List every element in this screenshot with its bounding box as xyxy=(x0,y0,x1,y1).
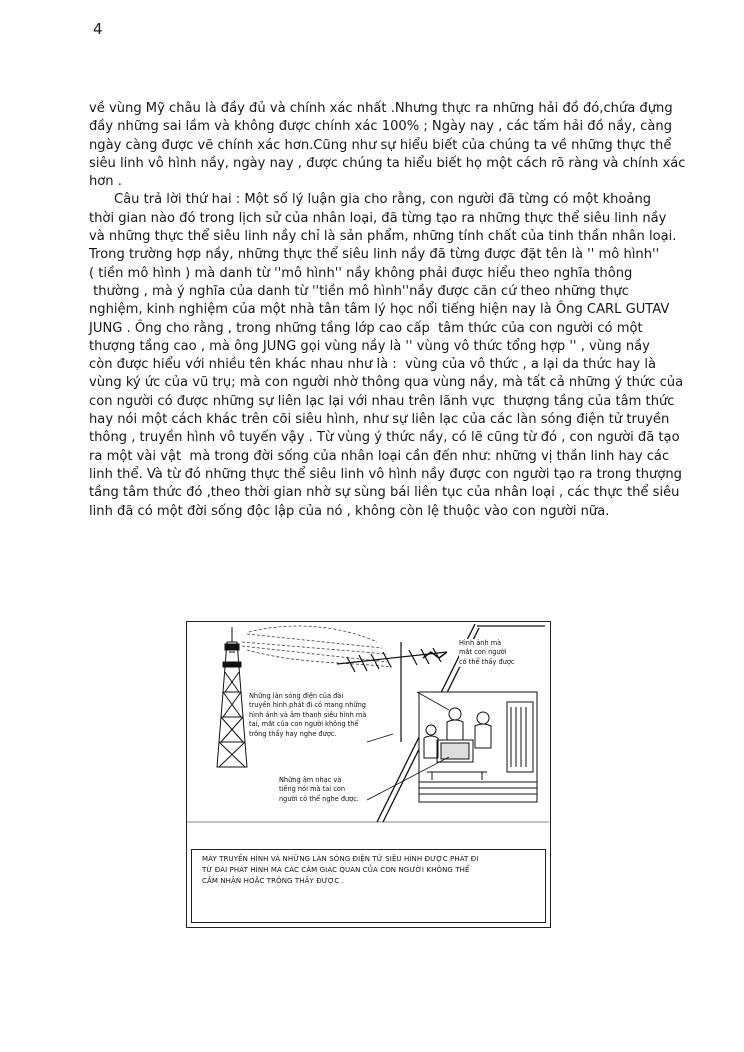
text-line: vùng ký ức của vũ trụ; mà con người nhờ thông qua vùng nầy, mà tất cả những ý thức của xyxy=(89,375,684,391)
figure-caption xyxy=(191,849,546,923)
text-line: hơn . xyxy=(89,174,122,190)
text-line: con người có được những sự liên lạc lại với nhau trên lãnh vực thượng tầng của tâm thức xyxy=(89,393,675,409)
text-line: nghiệm, kinh nghiệm của một nhà tân tâm lý học nổi tiếng hiện nay là Ông CARL GUTAV xyxy=(89,302,670,318)
room-interior-icon xyxy=(419,692,537,802)
text-line: thượng tầng cao , mà ông JUNG gọi vùng nầy là '' vùng vô thức tổng hợp '' , vùng nầy xyxy=(89,338,650,354)
text-line: Trong trường hợp nầy, những thực thể siêu linh nầy đã từng được đặt tên là '' mô hình'' xyxy=(89,247,660,263)
caption-line: MÁY TRUYỀN HÌNH VÀ NHỮNG LÀN SÓNG ĐIỆN TỬ SIÊU HÌNH ĐƯỢC PHÁT ĐI xyxy=(202,855,479,863)
text-line: về vùng Mỹ châu là đầy đủ và chính xác nhất .Nhưng thực ra những hải đồ đó,chứa đựng xyxy=(89,101,673,116)
text-line: linh đã có một đời sống độc lập của nó , không còn lệ thuộc vào con người nữa. xyxy=(89,503,610,519)
caption-line: TỪ ĐÀI PHÁT HÌNH MÀ CÁC CẢM GIÁC QUAN CỦA CON NGƯỜI KHÔNG THỂ xyxy=(202,866,470,874)
text-line: linh thể. Và từ đó những thực thể siêu linh vô hình nầy được con người tạo ra trong thượng xyxy=(89,466,682,482)
text-line: tầng tâm thức đó ,theo thời gian nhờ sự sùng bái liên tục của nhân loại , các thực thể siêu xyxy=(89,485,680,501)
caption-line: CẢM NHẬN HOẶC TRÔNG THẤY ĐƯỢC . xyxy=(202,877,344,885)
text-line: thường , mà ý nghĩa của danh từ ''tiền mô hình''nầy được căn cứ theo những thực xyxy=(89,283,629,299)
text-line: siêu linh vô hình nầy, ngày nay , được chúng ta hiểu biết họ một cách rõ ràng và chính xác xyxy=(89,155,686,171)
text-line: và những thực thể siêu linh nầy chỉ là sản phẩm, những tính chất của tinh thần nhân loại. xyxy=(89,229,677,245)
text-line: ngày càng được vẽ chính xác hơn.Cũng như sự hiểu biết của chúng ta về những thực thể xyxy=(89,137,672,153)
body-text xyxy=(89,100,686,521)
text-line: thời gian nào đó trong lịch sử của nhân loại, đã từng tạo ra những thực thể siêu linh nầy xyxy=(89,210,667,226)
text-line: JUNG . Ông cho rằng , trong những tầng lớp cao cấp tâm thức của con người có một xyxy=(89,320,643,336)
text-line: thông , truyền hình vô tuyến vậy . Từ vùng ý thức nầy, có lẽ cũng từ đó , con người đã tạo xyxy=(89,430,680,446)
page-number: 4 xyxy=(93,20,103,38)
label-broadcast-waves: Những làn sóng điện của đài truyền hình phát đi có mang những hình ảnh và âm thanh siêu hình mà tai, mắt của con người không thể trông thấy hay nghe được. xyxy=(249,692,367,738)
broadcast-tower-icon xyxy=(217,627,247,767)
label-audible-sound: Những âm nhạc và tiếng nói mà tai con người có thể nghe được. xyxy=(279,776,359,803)
text-line: đầy những sai lầm và không được chính xác 100% ; Ngày nay , các tấm hải đồ nầy, càng xyxy=(89,119,673,135)
label-visible-image: Hình ảnh mà mắt con người có thể thấy được xyxy=(459,639,515,666)
tv-illustration-figure xyxy=(186,621,551,928)
text-line: ( tiền mô hình ) mà danh từ ''mô hình'' nầy không phải được hiểu theo nghĩa thông xyxy=(89,265,633,281)
text-line: hay nói một cách khác trên cõi siêu hình, như sự liên lạc của các làn sóng điện tử truyền xyxy=(89,412,670,428)
text-line: Câu trả lời thứ hai : Một số lý luận gia cho rằng, con người đã từng có một khoảng xyxy=(89,192,652,208)
text-line: ra một vài vật mà trong đời sống của nhân loại cần đến như: những vị thần linh hay các xyxy=(89,448,670,464)
text-line: còn được hiểu với nhiều tên khác nhau như là : vùng của vô thức , a lại da thức hay là xyxy=(89,357,657,373)
